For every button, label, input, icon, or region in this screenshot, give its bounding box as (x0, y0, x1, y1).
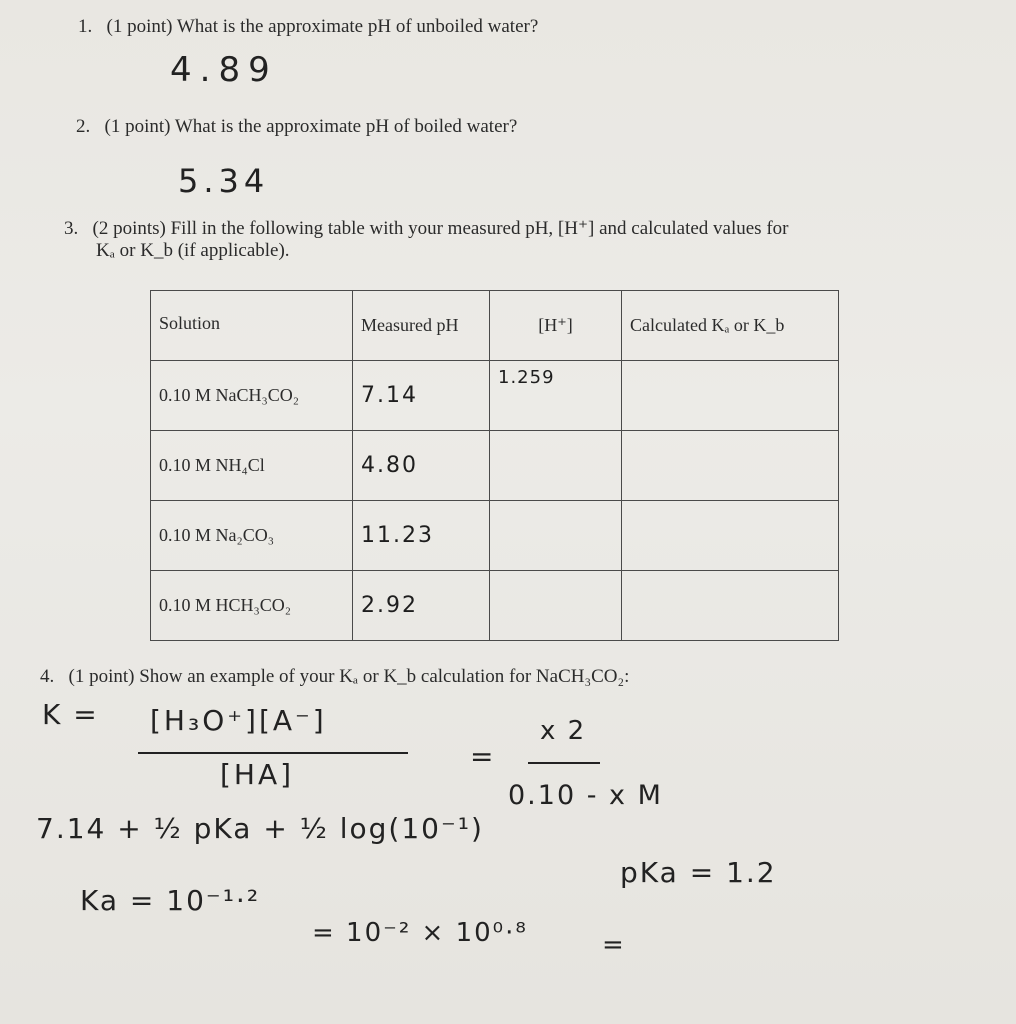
question-4-number: 4. (40, 666, 55, 687)
question-4 (40, 666, 629, 688)
work-line4: Ka = 10⁻¹·² (80, 884, 261, 917)
table-row (151, 431, 839, 501)
cell-h (490, 501, 622, 571)
question-1 (78, 16, 538, 38)
question-3 (64, 218, 788, 240)
work-k-equals: K = (42, 698, 99, 731)
cell-h (490, 571, 622, 641)
question-3-number: 3. (64, 218, 79, 239)
cell-solution: 0.10 M NaCH₃CO₂ (151, 361, 353, 431)
work-right-denominator: 0.10 - x M (508, 780, 663, 811)
question-3-text-line1: (2 points) Fill in the following table with your measured pH, [H⁺] and calculated values for (92, 218, 789, 239)
question-2 (76, 116, 517, 138)
cell-k (622, 571, 839, 641)
header-calculated-k: Calculated Kₐ or K_b (622, 291, 839, 361)
work-numerator: [H₃O⁺][A⁻] (150, 704, 327, 737)
work-equals-end: = (602, 930, 626, 960)
work-pka: pKa = 1.2 (620, 856, 777, 889)
work-right-numerator: x 2 (540, 716, 587, 746)
question-1-number: 1. (78, 16, 93, 37)
question-2-text: (1 point) What is the approximate pH of boiled water? (104, 116, 518, 137)
question-3-line2: Kₐ or K_b (if applicable). (96, 240, 290, 261)
answer-1: 4.89 (170, 50, 278, 90)
cell-solution: 0.10 M Na₂CO₃ (151, 501, 353, 571)
cell-h: 1.259 (490, 361, 622, 431)
fraction-bar-right (528, 762, 600, 764)
answer-2: 5.34 (178, 162, 270, 200)
work-line3: 7.14 + ½ pKa + ½ log(10⁻¹) (36, 812, 484, 845)
cell-h (490, 431, 622, 501)
fraction-bar-left (138, 752, 408, 754)
cell-solution: 0.10 M NH₄Cl (151, 431, 353, 501)
cell-k (622, 431, 839, 501)
cell-ph: 7.14 (353, 361, 490, 431)
work-equals-1: = (470, 740, 496, 773)
header-measured-ph: Measured pH (353, 291, 490, 361)
cell-solution: 0.10 M HCH₃CO₂ (151, 571, 353, 641)
cell-k (622, 501, 839, 571)
cell-ph: 2.92 (353, 571, 490, 641)
question-2-number: 2. (76, 116, 91, 137)
cell-ph: 4.80 (353, 431, 490, 501)
work-denominator: [HA] (220, 758, 295, 791)
table-row (151, 501, 839, 571)
header-h-concentration: [H⁺] (490, 291, 622, 361)
cell-k (622, 361, 839, 431)
table-row (151, 571, 839, 641)
table-header-row (151, 291, 839, 361)
results-table (150, 290, 839, 641)
cell-ph: 11.23 (353, 501, 490, 571)
header-solution: Solution (151, 291, 353, 361)
table-row (151, 361, 839, 431)
question-4-text: (1 point) Show an example of your Kₐ or K_b calculation for NaCH₃CO₂: (68, 666, 630, 687)
work-line5: = 10⁻² × 10⁰·⁸ (312, 918, 528, 948)
question-1-text: (1 point) What is the approximate pH of unboiled water? (106, 16, 539, 37)
